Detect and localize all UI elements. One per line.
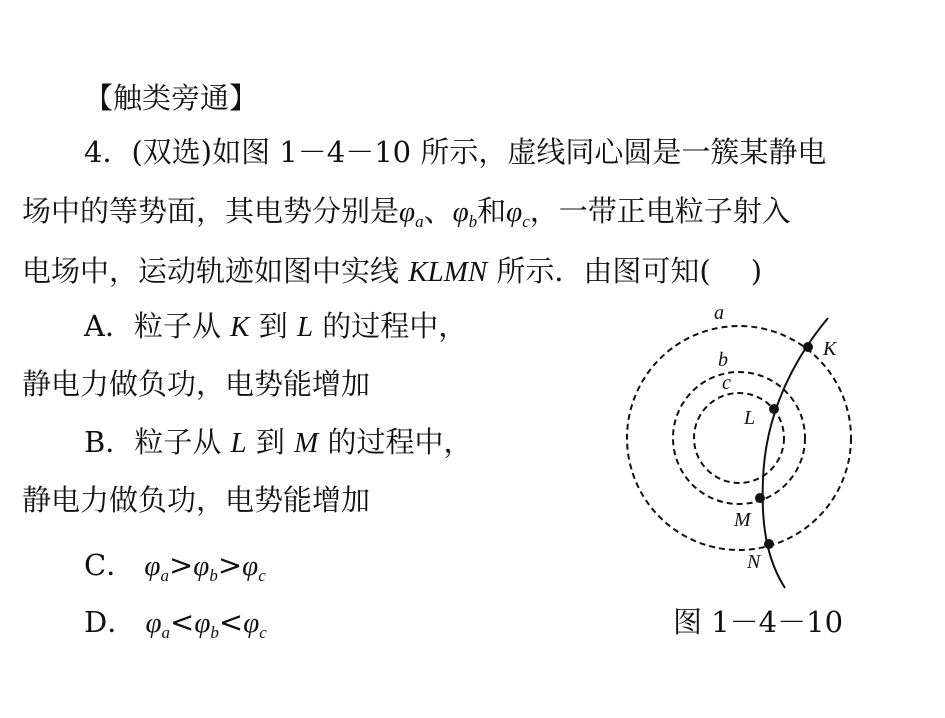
heading bbox=[84, 80, 258, 116]
subscript-a: a bbox=[415, 212, 424, 231]
figure-caption bbox=[673, 600, 843, 641]
point-l: L bbox=[296, 311, 314, 343]
question-text-1: 如图 1－4－10 所示，虚线同心圆是一簇某静电 bbox=[212, 135, 827, 169]
question-line-3 bbox=[22, 253, 762, 290]
subscript-a: a bbox=[161, 623, 171, 642]
option-b-text-3: 静电力做负功，电势能增加 bbox=[22, 483, 371, 517]
point-l-dot bbox=[769, 404, 779, 414]
question-number: 4． bbox=[84, 135, 132, 169]
label-l: L bbox=[744, 407, 756, 429]
point-k: K bbox=[230, 311, 250, 343]
subscript-b: b bbox=[468, 212, 478, 231]
comparison-op: > bbox=[168, 548, 194, 582]
point-l: L bbox=[230, 427, 247, 459]
option-b-line-2 bbox=[22, 482, 370, 518]
figure-caption-text: 图 1－4－10 bbox=[673, 605, 844, 639]
phi-symbol: φ bbox=[506, 196, 523, 228]
phi-symbol: φ bbox=[194, 607, 211, 639]
question-text-2a: 场中的等势面，其电势分别是 bbox=[22, 194, 400, 228]
phi-symbol: φ bbox=[145, 607, 162, 639]
phi-symbol: φ bbox=[193, 550, 210, 582]
option-b-text-2: 的过程中， bbox=[318, 425, 473, 459]
point-m: M bbox=[294, 427, 319, 459]
comparison-op: < bbox=[170, 605, 195, 639]
question-tag: (双选) bbox=[131, 135, 213, 169]
option-a-label: A． bbox=[84, 309, 134, 343]
option-a-text: 粒子从 bbox=[133, 309, 231, 343]
label-c: c bbox=[722, 372, 731, 394]
question-line-1 bbox=[84, 134, 826, 170]
and-word: 和 bbox=[477, 194, 507, 228]
question-text-3b: 所示．由图可知( bbox=[487, 254, 711, 288]
subscript-b: b bbox=[210, 623, 219, 642]
label-n: N bbox=[747, 551, 761, 573]
equipotential-figure bbox=[615, 300, 865, 595]
heading-text: 【触类旁通】 bbox=[84, 81, 259, 115]
separator: 、 bbox=[423, 194, 453, 228]
option-c-label: C． bbox=[84, 548, 136, 582]
question-text-3a: 电场中，运动轨迹如图中实线 bbox=[22, 254, 409, 288]
question-text-3c: ) bbox=[750, 254, 763, 288]
label-b: b bbox=[718, 349, 728, 371]
point-k-dot bbox=[803, 342, 813, 352]
label-a: a bbox=[714, 302, 724, 324]
question-line-2 bbox=[22, 193, 791, 240]
phi-symbol: φ bbox=[452, 196, 469, 228]
point-n-dot bbox=[764, 539, 774, 549]
point-m-dot bbox=[755, 493, 765, 503]
option-b-label: B． bbox=[84, 425, 135, 459]
option-a-line-2 bbox=[22, 366, 370, 402]
option-a-to: 到 bbox=[249, 309, 297, 343]
phi-symbol: φ bbox=[399, 196, 416, 228]
option-b-text: 粒子从 bbox=[134, 425, 231, 459]
phi-symbol: φ bbox=[242, 550, 259, 582]
option-d bbox=[84, 604, 267, 651]
comparison-op: > bbox=[217, 548, 243, 582]
comparison-op: < bbox=[218, 605, 244, 639]
option-c bbox=[84, 547, 266, 594]
subscript-a: a bbox=[160, 566, 169, 585]
option-d-label: D． bbox=[84, 605, 137, 639]
equipotential-circle-b bbox=[673, 372, 805, 504]
label-k: K bbox=[823, 338, 837, 360]
subscript-c: c bbox=[258, 566, 266, 585]
option-b-line-1 bbox=[84, 424, 473, 461]
subscript-c: c bbox=[259, 623, 267, 642]
subscript-b: b bbox=[209, 566, 218, 585]
phi-symbol: φ bbox=[144, 550, 161, 582]
question-text-2b: ，一带正电粒子射入 bbox=[529, 194, 791, 228]
option-b-to: 到 bbox=[246, 425, 295, 459]
option-a-text-3: 静电力做负功，电势能增加 bbox=[22, 367, 371, 401]
option-a-line-1 bbox=[84, 308, 467, 345]
phi-symbol: φ bbox=[243, 607, 260, 639]
path-name: KLMN bbox=[408, 256, 488, 288]
option-a-text-2: 的过程中， bbox=[313, 309, 468, 343]
label-m: M bbox=[734, 509, 751, 531]
subscript-c: c bbox=[522, 212, 530, 231]
